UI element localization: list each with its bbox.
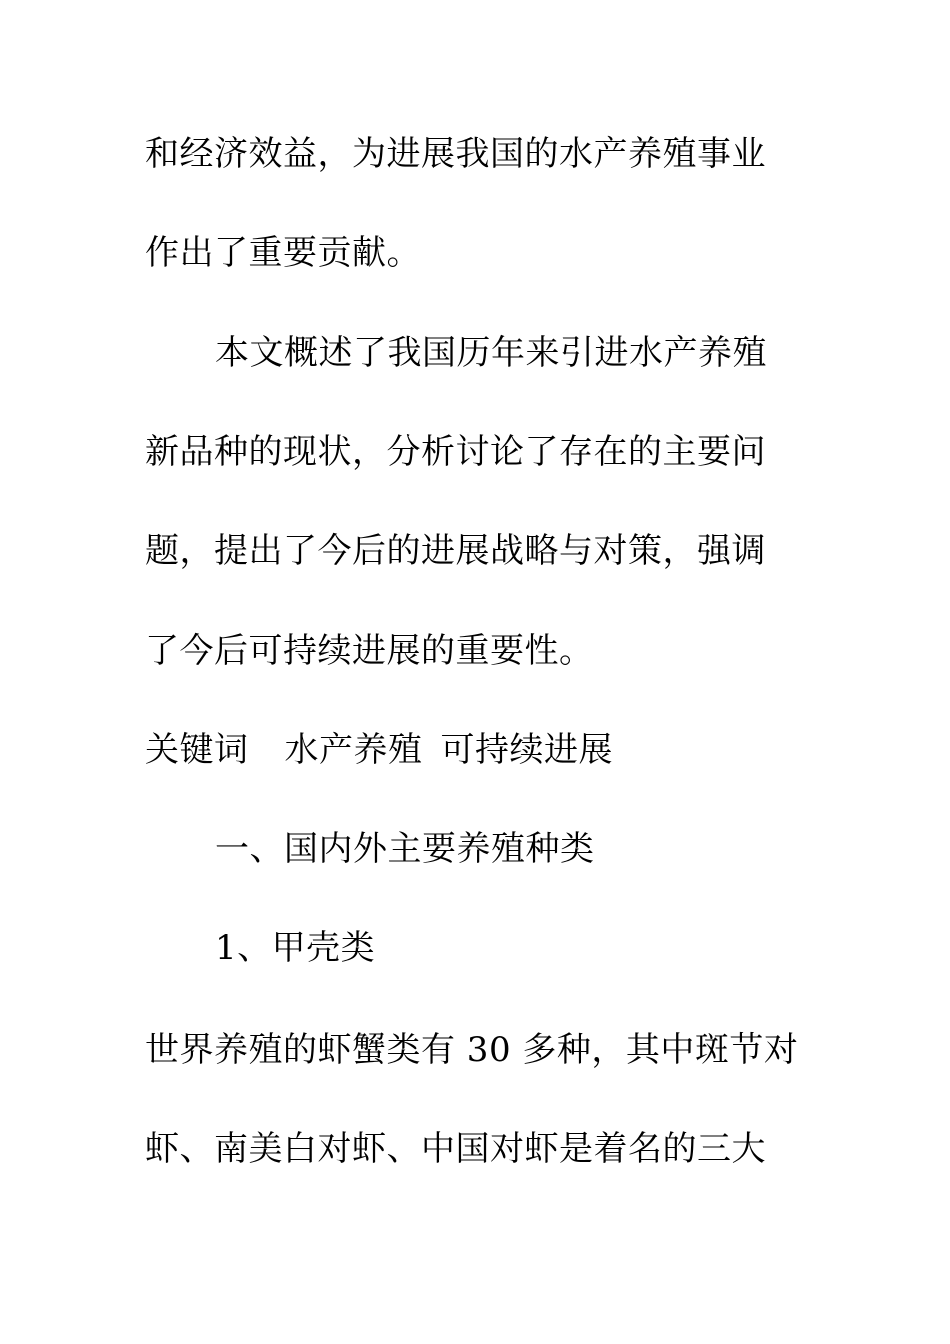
paragraph1-line1: 和经济效益，为进展我国的水产养殖事业 xyxy=(145,134,766,174)
paragraph2-line1: 本文概述了我国历年来引进水产养殖 xyxy=(215,333,767,373)
paragraph2-line4: 了今后可持续进展的重要性。 xyxy=(145,631,594,671)
keywords-line xyxy=(145,730,613,770)
paragraph1-line2: 作出了重要贡献。 xyxy=(145,233,421,273)
paragraph2-line3: 题，提出了今后的进展战略与对策，强调 xyxy=(145,531,766,571)
keyword-item-1: 水产养殖 xyxy=(284,730,423,770)
keywords-label: 关键词 xyxy=(145,730,249,770)
keyword-item-2: 可持续进展 xyxy=(440,730,613,770)
paragraph3-line2: 虾、南美白对虾、中国对虾是着名的三大 xyxy=(145,1129,766,1169)
paragraph2-line2: 新品种的现状，分析讨论了存在的主要问 xyxy=(145,432,766,472)
section1-heading: 一、国内外主要养殖种类 xyxy=(215,829,595,869)
paragraph3-line1: 世界养殖的虾蟹类有 30 多种，其中斑节对 xyxy=(145,1030,799,1070)
subsection1-heading: 1、甲壳类 xyxy=(215,928,376,968)
